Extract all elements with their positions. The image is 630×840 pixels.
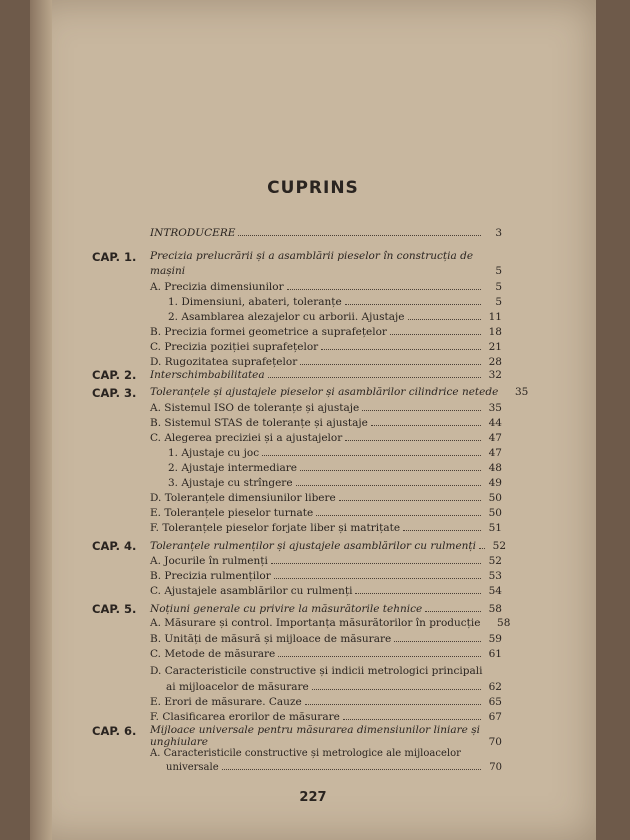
chapter-title-3: Toleranțele și ajustajele pieselor și asamblărilor cilindrice netede 35 [150,386,529,398]
toc-entry: A. Măsurare și control. Importanța măsurătorilor în producție 58 [150,617,511,629]
chapter-title-2: Interschimbabilitatea 32 [150,369,502,381]
toc-entry: B. Precizia formei geometrice a suprafețelor 18 [150,326,502,338]
toc-entry: 2. Ajustaje intermediare 48 [168,462,502,474]
chapter-label-5: CAP. 5. [92,602,137,616]
toc-entry: 1. Ajustaje cu joc 47 [168,447,502,459]
page-title: CUPRINS [267,178,359,198]
chapter-title-6: unghiulare 70 [150,736,502,748]
chapter-title-5: Noțiuni generale cu privire la măsurătorile tehnice 58 [150,603,502,615]
table-of-contents [30,0,596,840]
page-number: 227 [299,790,327,805]
toc-entry: 1. Dimensiuni, abateri, toleranțe 5 [168,296,502,308]
toc-entry: B. Precizia rulmenților 53 [150,570,502,582]
toc-entry-page: 3 [495,227,502,239]
chapter-title-1: mașini 5 [150,265,502,277]
toc-entry: universale 70 [166,762,502,773]
toc-entry: B. Unități de măsură și mijloace de măsurare 59 [150,633,502,645]
chapter-title-6-line1: Mijloace universale pentru măsurarea dimensiunilor liniare și [150,724,480,736]
toc-entry: F. Clasificarea erorilor de măsurare 67 [150,711,502,723]
chapter-label-3: CAP. 3. [92,386,137,400]
toc-entry: 2. Asamblarea alezajelor cu arborii. Ajustaje 11 [168,311,502,323]
chapter-label-4: CAP. 4. [92,539,137,553]
toc-entry: D. Rugozitatea suprafețelor 28 [150,356,502,368]
book-page [30,0,596,840]
toc-entry: A. Precizia dimensiunilor 5 [150,281,502,293]
toc-entry: ai mijloacelor de măsurare 62 [166,681,502,693]
toc-entry-line1: D. Caracteristicile constructive și indicii metrologici principali [150,665,483,677]
toc-entry: D. Toleranțele dimensiunilor libere 50 [150,492,502,504]
toc-entry: C. Alegerea preciziei și a ajustajelor 47 [150,432,502,444]
chapter-title-1-line1: Precizia prelucrării și a asamblării pieselor în construcția de [150,250,474,262]
toc-entry: C. Ajustajele asamblărilor cu rulmenți 54 [150,585,502,597]
toc-entry: B. Sistemul STAS de toleranțe și ajustaje 44 [150,417,502,429]
toc-entry: E. Erori de măsurare. Cauze 65 [150,696,502,708]
chapter-label-2: CAP. 2. [92,368,137,382]
toc-entry: E. Toleranțele pieselor turnate 50 [150,507,502,519]
chapter-label-1: CAP. 1. [92,250,137,264]
chapter-title-4: Toleranțele rulmenților și ajustajele asamblărilor cu rulmenți 52 [150,540,507,552]
toc-entry-line1: A. Caracteristicile constructive și metrologice ale mijloacelor [150,748,461,759]
toc-entry: 3. Ajustaje cu strîngere 49 [168,477,502,489]
toc-entry-introducere [150,226,502,241]
toc-entry: C. Precizia poziției suprafețelor 21 [150,341,502,353]
toc-entry: A. Sistemul ISO de toleranțe și ajustaje 35 [150,402,502,414]
toc-entry: C. Metode de măsurare 61 [150,648,502,660]
chapter-label-6: CAP. 6. [92,724,137,738]
toc-entry: A. Jocurile în rulmenți 52 [150,555,502,567]
toc-entry: F. Toleranțele pieselor forjate liber și matrițate 51 [150,522,502,534]
toc-entry-label: INTRODUCERE [150,227,236,239]
